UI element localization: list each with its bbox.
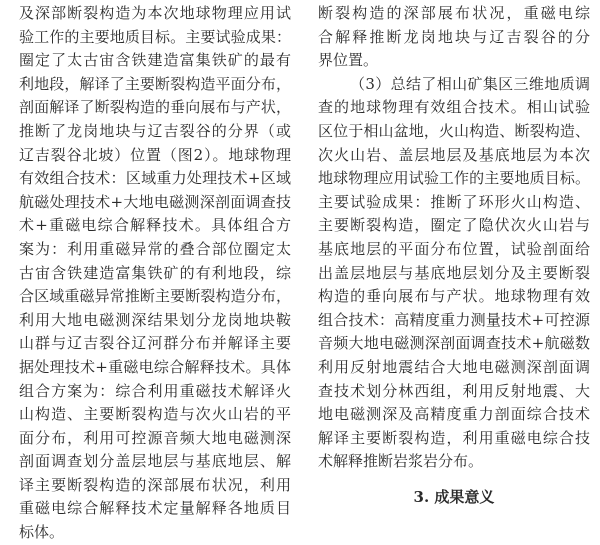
text-line: 术解释推断岩浆岩分布。 <box>318 452 484 471</box>
text-line: 次火山岩、盖层地层及基底地层为本次 <box>318 145 590 164</box>
text-line: 主要断裂构造，圈定了隐伏次火山岩与 <box>318 216 590 235</box>
text-line: 组合技术：高精度重力测量技术+可控源 <box>318 310 590 329</box>
text-line: 古宙含铁建造富集铁矿的有利地段，综 <box>19 263 291 282</box>
text-line: 构造的垂向展布与产状。地球物理有效 <box>318 287 590 306</box>
left-text-column <box>19 2 291 545</box>
right-text-column <box>318 2 590 514</box>
text-line: 地电磁测深及高精度重力剖面综合技术 <box>318 405 590 424</box>
text-line: 利用反射地震结合大地电磁测深剖面调 <box>318 357 590 376</box>
text-line: 查的地球物理有效组合技术。相山试验 <box>318 98 590 117</box>
text-line: 有效组合技术：区域重力处理技术+区域 <box>19 169 291 188</box>
text-line: 音频大地电磁测深剖面调查技术+航磁数 <box>318 334 590 353</box>
text-line: 地球物理应用试验工作的主要地质目标。 <box>318 169 590 188</box>
text-line: 基底地层的平面分布位置，试验剖面给 <box>318 239 590 258</box>
text-line: 标体。 <box>19 523 65 542</box>
text-line: 据处理技术+重磁电综合解释技术。具体 <box>19 357 291 376</box>
text-line: （3）总结了相山矿集区三维地质调 <box>350 74 590 93</box>
text-line: 出盖层地层与基底地层划分及主要断裂 <box>318 263 590 282</box>
text-line: 面分布，利用可控源音频大地电磁测深 <box>19 428 291 447</box>
text-line: 推断了龙岗地块与辽吉裂谷的分界（或 <box>19 121 291 140</box>
text-line: 案为：利用重磁异常的叠合部位圈定太 <box>19 239 291 258</box>
text-line: 解译主要断裂构造，利用重磁电综合技 <box>318 428 590 447</box>
text-line: 及深部断裂构造为本次地球物理应用试 <box>19 4 291 22</box>
text-line: 圈定了太古宙含铁建造富集铁矿的最有 <box>19 51 291 70</box>
text-line: 断裂构造的深部展布状况，重磁电综 <box>318 4 590 22</box>
text-line: 查技术划分林西组，利用反射地震、大 <box>318 381 590 400</box>
text-line: 区位于相山盆地，火山构造、断裂构造、 <box>318 121 590 140</box>
text-line: 译主要断裂构造的深部展布状况，利用 <box>19 475 291 494</box>
text-line: 界位置。 <box>318 51 379 70</box>
text-line: 验工作的主要地质目标。主要试验成果： <box>19 27 291 46</box>
text-line: 山群与辽吉裂谷辽河群分布并解译主要 <box>19 334 291 353</box>
text-line: 主要试验成果：推断了环形火山构造、 <box>318 192 590 211</box>
text-line: 辽吉裂谷北坡）位置（图2）。地球物理 <box>19 145 291 164</box>
text-line: 航磁处理技术+大地电磁测深剖面调查技 <box>19 192 291 211</box>
text-line: 术+重磁电综合解释技术。具体组合方 <box>19 216 291 235</box>
text-line: 山构造、主要断裂构造与次火山岩的平 <box>19 405 291 424</box>
text-line: 利用大地电磁测深结果划分龙岗地块鞍 <box>19 310 291 329</box>
text-line: 合区域重磁异常推断主要断裂构造分布， <box>19 287 291 306</box>
text-line: 利地段，解译了主要断裂构造平面分布， <box>19 74 291 93</box>
section-heading: 3. 成果意义 <box>413 487 495 506</box>
text-line: 合解释推断龙岗地块与辽吉裂谷的分 <box>318 27 590 46</box>
text-line: 剖面解译了断裂构造的垂向展布与产状， <box>19 98 291 117</box>
text-line: 重磁电综合解释技术定量解释各地质目 <box>19 499 291 518</box>
text-line: 剖面调查划分盖层地层与基底地层、解 <box>19 452 291 471</box>
text-line: 组合方案为：综合利用重磁技术解译火 <box>19 381 291 400</box>
